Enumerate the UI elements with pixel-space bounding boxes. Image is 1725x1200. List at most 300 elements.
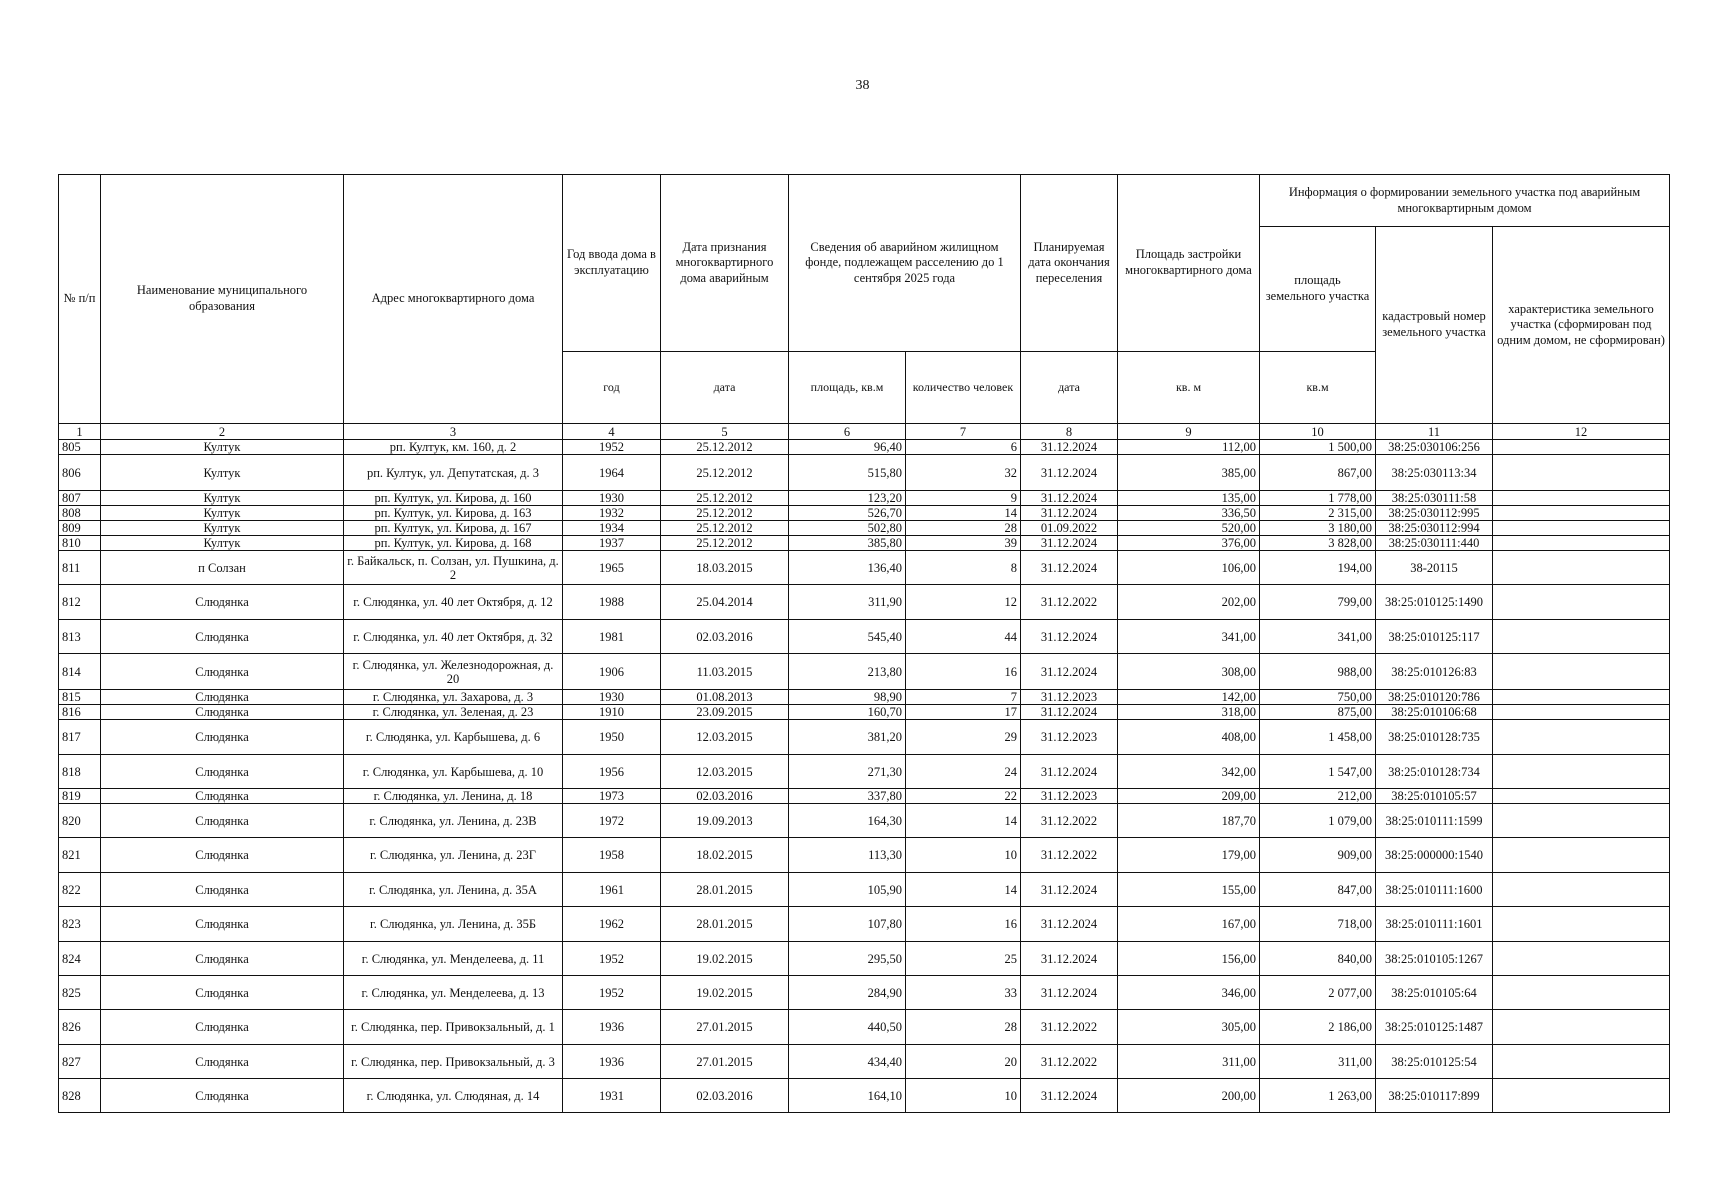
recognition-date-cell: 02.03.2016 [661, 620, 789, 654]
land-characteristic-cell [1493, 536, 1670, 551]
land-area-cell: 194,00 [1260, 551, 1376, 585]
land-area-cell: 2 077,00 [1260, 976, 1376, 1010]
people-count-cell: 14 [906, 506, 1021, 521]
area-cell: 515,80 [789, 455, 906, 491]
header-building-area: Площадь застройки многоквартирного дома [1118, 175, 1260, 352]
commission-year-cell: 1950 [563, 720, 661, 755]
planned-date-cell: 31.12.2024 [1021, 536, 1118, 551]
planned-date-cell: 31.12.2024 [1021, 873, 1118, 907]
commission-year-cell: 1937 [563, 536, 661, 551]
building-area-cell: 156,00 [1118, 942, 1260, 976]
land-area-cell: 718,00 [1260, 907, 1376, 942]
commission-year-cell: 1958 [563, 838, 661, 873]
planned-date-cell: 31.12.2024 [1021, 907, 1118, 942]
area-cell: 502,80 [789, 521, 906, 536]
row-number: 814 [59, 654, 101, 690]
people-count-cell: 44 [906, 620, 1021, 654]
row-number: 825 [59, 976, 101, 1010]
header-number: № п/п [59, 175, 101, 424]
commission-year-cell: 1973 [563, 789, 661, 804]
planned-date-cell: 31.12.2022 [1021, 804, 1118, 838]
unit-building-area: кв. м [1118, 352, 1260, 424]
municipality-cell: Култук [101, 455, 344, 491]
row-number: 813 [59, 620, 101, 654]
area-cell: 434,40 [789, 1045, 906, 1079]
land-area-cell: 3 828,00 [1260, 536, 1376, 551]
building-area-cell: 187,70 [1118, 804, 1260, 838]
table-row [59, 907, 1670, 942]
municipality-cell: Слюдянка [101, 755, 344, 789]
land-area-cell: 799,00 [1260, 585, 1376, 620]
land-characteristic-cell [1493, 705, 1670, 720]
people-count-cell: 10 [906, 838, 1021, 873]
cadastral-number-cell: 38:25:030112:995 [1376, 506, 1493, 521]
address-cell: г. Слюдянка, пер. Привокзальный, д. 3 [344, 1045, 563, 1079]
planned-date-cell: 31.12.2024 [1021, 976, 1118, 1010]
address-cell: рп. Култук, ул. Кирова, д. 163 [344, 506, 563, 521]
row-number: 818 [59, 755, 101, 789]
resettlement-table [58, 174, 1670, 1113]
commission-year-cell: 1932 [563, 506, 661, 521]
area-cell: 311,90 [789, 585, 906, 620]
area-cell: 545,40 [789, 620, 906, 654]
address-cell: г. Слюдянка, ул. Карбышева, д. 10 [344, 755, 563, 789]
row-number: 817 [59, 720, 101, 755]
cadastral-number-cell: 38-20115 [1376, 551, 1493, 585]
municipality-cell: Слюдянка [101, 1045, 344, 1079]
land-area-cell: 2 315,00 [1260, 506, 1376, 521]
commission-year-cell: 1964 [563, 455, 661, 491]
area-cell: 164,10 [789, 1079, 906, 1113]
municipality-cell: Култук [101, 491, 344, 506]
cadastral-number-cell: 38:25:030106:256 [1376, 440, 1493, 455]
recognition-date-cell: 01.08.2013 [661, 690, 789, 705]
column-number-row [59, 424, 1670, 440]
land-area-cell: 1 778,00 [1260, 491, 1376, 506]
land-area-cell: 2 186,00 [1260, 1010, 1376, 1045]
land-area-cell: 311,00 [1260, 1045, 1376, 1079]
people-count-cell: 17 [906, 705, 1021, 720]
building-area-cell: 385,00 [1118, 455, 1260, 491]
address-cell: г. Слюдянка, ул. Захарова, д. 3 [344, 690, 563, 705]
municipality-cell: Слюдянка [101, 690, 344, 705]
row-number: 815 [59, 690, 101, 705]
table-row [59, 838, 1670, 873]
commission-year-cell: 1988 [563, 585, 661, 620]
land-area-cell: 1 500,00 [1260, 440, 1376, 455]
land-characteristic-cell [1493, 690, 1670, 705]
address-cell: г. Слюдянка, пер. Привокзальный, д. 1 [344, 1010, 563, 1045]
land-characteristic-cell [1493, 942, 1670, 976]
row-number: 809 [59, 521, 101, 536]
planned-date-cell: 31.12.2024 [1021, 705, 1118, 720]
cadastral-number-cell: 38:25:030111:58 [1376, 491, 1493, 506]
building-area-cell: 520,00 [1118, 521, 1260, 536]
planned-date-cell: 31.12.2022 [1021, 1045, 1118, 1079]
recognition-date-cell: 28.01.2015 [661, 907, 789, 942]
municipality-cell: Слюдянка [101, 838, 344, 873]
people-count-cell: 28 [906, 521, 1021, 536]
header-cadastral-number: кадастровый номер земельного участка [1376, 227, 1493, 424]
row-number: 824 [59, 942, 101, 976]
recognition-date-cell: 18.03.2015 [661, 551, 789, 585]
address-cell: г. Слюдянка, ул. Ленина, д. 35А [344, 873, 563, 907]
header-address: Адрес многоквартирного дома [344, 175, 563, 424]
column-number: 12 [1493, 424, 1670, 440]
recognition-date-cell: 11.03.2015 [661, 654, 789, 690]
municipality-cell: Слюдянка [101, 654, 344, 690]
row-number: 819 [59, 789, 101, 804]
municipality-cell: Култук [101, 536, 344, 551]
page-number: 38 [855, 78, 870, 93]
recognition-date-cell: 25.12.2012 [661, 455, 789, 491]
building-area-cell: 112,00 [1118, 440, 1260, 455]
land-area-cell: 1 547,00 [1260, 755, 1376, 789]
cadastral-number-cell: 38:25:010125:1490 [1376, 585, 1493, 620]
address-cell: г. Слюдянка, ул. Зеленая, д. 23 [344, 705, 563, 720]
recognition-date-cell: 28.01.2015 [661, 873, 789, 907]
municipality-cell: Слюдянка [101, 720, 344, 755]
cadastral-number-cell: 38:25:030112:994 [1376, 521, 1493, 536]
building-area-cell: 336,50 [1118, 506, 1260, 521]
address-cell: г. Слюдянка, ул. Железнодорожная, д. 20 [344, 654, 563, 690]
row-number: 821 [59, 838, 101, 873]
header-planned-date: Планируемая дата окончания переселения [1021, 175, 1118, 352]
header-land-characteristic: характеристика земельного участка (сформирован под одним домом, не сформирован) [1493, 227, 1670, 424]
recognition-date-cell: 19.09.2013 [661, 804, 789, 838]
row-number: 807 [59, 491, 101, 506]
column-number: 5 [661, 424, 789, 440]
address-cell: рп. Култук, ул. Кирова, д. 160 [344, 491, 563, 506]
address-cell: г. Слюдянка, ул. 40 лет Октября, д. 12 [344, 585, 563, 620]
municipality-cell: Слюдянка [101, 705, 344, 720]
column-number: 7 [906, 424, 1021, 440]
header-recognition-date: Дата признания многоквартирного дома аварийным [661, 175, 789, 352]
column-number: 4 [563, 424, 661, 440]
recognition-date-cell: 25.04.2014 [661, 585, 789, 620]
cadastral-number-cell: 38:25:010120:786 [1376, 690, 1493, 705]
land-characteristic-cell [1493, 491, 1670, 506]
land-characteristic-cell [1493, 789, 1670, 804]
land-area-cell: 847,00 [1260, 873, 1376, 907]
planned-date-cell: 31.12.2023 [1021, 789, 1118, 804]
municipality-cell: Слюдянка [101, 873, 344, 907]
people-count-cell: 20 [906, 1045, 1021, 1079]
land-characteristic-cell [1493, 440, 1670, 455]
people-count-cell: 14 [906, 873, 1021, 907]
table-row [59, 521, 1670, 536]
commission-year-cell: 1934 [563, 521, 661, 536]
planned-date-cell: 31.12.2023 [1021, 690, 1118, 705]
commission-year-cell: 1972 [563, 804, 661, 838]
unit-planned-date: дата [1021, 352, 1118, 424]
land-characteristic-cell [1493, 455, 1670, 491]
area-cell: 105,90 [789, 873, 906, 907]
table-body [59, 440, 1670, 1113]
header-commission-year: Год ввода дома в эксплуатацию [563, 175, 661, 352]
land-area-cell: 212,00 [1260, 789, 1376, 804]
area-cell: 164,30 [789, 804, 906, 838]
commission-year-cell: 1962 [563, 907, 661, 942]
commission-year-cell: 1906 [563, 654, 661, 690]
building-area-cell: 318,00 [1118, 705, 1260, 720]
table-row [59, 1045, 1670, 1079]
planned-date-cell: 31.12.2024 [1021, 506, 1118, 521]
building-area-cell: 341,00 [1118, 620, 1260, 654]
table-row [59, 789, 1670, 804]
recognition-date-cell: 27.01.2015 [661, 1010, 789, 1045]
people-count-cell: 22 [906, 789, 1021, 804]
building-area-cell: 179,00 [1118, 838, 1260, 873]
building-area-cell: 209,00 [1118, 789, 1260, 804]
land-area-cell: 341,00 [1260, 620, 1376, 654]
cadastral-number-cell: 38:25:010111:1599 [1376, 804, 1493, 838]
area-cell: 160,70 [789, 705, 906, 720]
land-area-cell: 909,00 [1260, 838, 1376, 873]
building-area-cell: 342,00 [1118, 755, 1260, 789]
municipality-cell: Слюдянка [101, 585, 344, 620]
unit-area: площадь, кв.м [789, 352, 906, 424]
building-area-cell: 142,00 [1118, 690, 1260, 705]
municipality-cell: Култук [101, 440, 344, 455]
table-row [59, 506, 1670, 521]
cadastral-number-cell: 38:25:010117:899 [1376, 1079, 1493, 1113]
building-area-cell: 305,00 [1118, 1010, 1260, 1045]
table-row [59, 536, 1670, 551]
recognition-date-cell: 12.03.2015 [661, 720, 789, 755]
building-area-cell: 202,00 [1118, 585, 1260, 620]
table-row [59, 654, 1670, 690]
header-land-area: площадь земельного участка [1260, 227, 1376, 352]
land-characteristic-cell [1493, 873, 1670, 907]
area-cell: 98,90 [789, 690, 906, 705]
municipality-cell: Слюдянка [101, 1079, 344, 1113]
table-row [59, 620, 1670, 654]
people-count-cell: 6 [906, 440, 1021, 455]
cadastral-number-cell: 38:25:010111:1600 [1376, 873, 1493, 907]
row-number: 822 [59, 873, 101, 907]
planned-date-cell: 31.12.2024 [1021, 755, 1118, 789]
table-row [59, 942, 1670, 976]
planned-date-cell: 31.12.2022 [1021, 585, 1118, 620]
table-row [59, 585, 1670, 620]
column-number: 1 [59, 424, 101, 440]
commission-year-cell: 1936 [563, 1045, 661, 1079]
land-characteristic-cell [1493, 620, 1670, 654]
land-characteristic-cell [1493, 755, 1670, 789]
address-cell: г. Слюдянка, ул. Слюдяная, д. 14 [344, 1079, 563, 1113]
address-cell: г. Слюдянка, ул. Ленина, д. 35Б [344, 907, 563, 942]
commission-year-cell: 1931 [563, 1079, 661, 1113]
cadastral-number-cell: 38:25:010105:1267 [1376, 942, 1493, 976]
resettlement-table-container [58, 174, 1670, 1113]
building-area-cell: 311,00 [1118, 1045, 1260, 1079]
area-cell: 123,20 [789, 491, 906, 506]
area-cell: 136,40 [789, 551, 906, 585]
cadastral-number-cell: 38:25:010105:64 [1376, 976, 1493, 1010]
land-area-cell: 875,00 [1260, 705, 1376, 720]
land-characteristic-cell [1493, 1045, 1670, 1079]
municipality-cell: Слюдянка [101, 1010, 344, 1045]
table-row [59, 804, 1670, 838]
column-number: 11 [1376, 424, 1493, 440]
people-count-cell: 16 [906, 907, 1021, 942]
planned-date-cell: 31.12.2023 [1021, 720, 1118, 755]
commission-year-cell: 1965 [563, 551, 661, 585]
address-cell: г. Слюдянка, ул. Ленина, д. 23В [344, 804, 563, 838]
municipality-cell: Слюдянка [101, 804, 344, 838]
land-area-cell: 3 180,00 [1260, 521, 1376, 536]
address-cell: рп. Култук, ул. Кирова, д. 168 [344, 536, 563, 551]
row-number: 811 [59, 551, 101, 585]
people-count-cell: 32 [906, 455, 1021, 491]
people-count-cell: 12 [906, 585, 1021, 620]
recognition-date-cell: 25.12.2012 [661, 491, 789, 506]
cadastral-number-cell: 38:25:010125:1487 [1376, 1010, 1493, 1045]
address-cell: г. Слюдянка, ул. Ленина, д. 18 [344, 789, 563, 804]
table-row [59, 440, 1670, 455]
address-cell: г. Слюдянка, ул. Карбышева, д. 6 [344, 720, 563, 755]
recognition-date-cell: 18.02.2015 [661, 838, 789, 873]
column-number: 9 [1118, 424, 1260, 440]
recognition-date-cell: 19.02.2015 [661, 976, 789, 1010]
land-area-cell: 1 263,00 [1260, 1079, 1376, 1113]
recognition-date-cell: 23.09.2015 [661, 705, 789, 720]
table-row [59, 1079, 1670, 1113]
row-number: 805 [59, 440, 101, 455]
table-row [59, 455, 1670, 491]
planned-date-cell: 31.12.2024 [1021, 551, 1118, 585]
commission-year-cell: 1952 [563, 942, 661, 976]
recognition-date-cell: 25.12.2012 [661, 506, 789, 521]
land-area-cell: 867,00 [1260, 455, 1376, 491]
land-characteristic-cell [1493, 585, 1670, 620]
cadastral-number-cell: 38:25:010126:83 [1376, 654, 1493, 690]
area-cell: 271,30 [789, 755, 906, 789]
address-cell: г. Слюдянка, ул. Менделеева, д. 11 [344, 942, 563, 976]
land-characteristic-cell [1493, 506, 1670, 521]
area-cell: 381,20 [789, 720, 906, 755]
municipality-cell: Слюдянка [101, 976, 344, 1010]
land-characteristic-cell [1493, 1010, 1670, 1045]
table-row [59, 873, 1670, 907]
unit-date: дата [661, 352, 789, 424]
people-count-cell: 8 [906, 551, 1021, 585]
planned-date-cell: 31.12.2024 [1021, 491, 1118, 506]
people-count-cell: 29 [906, 720, 1021, 755]
table-row [59, 690, 1670, 705]
row-number: 820 [59, 804, 101, 838]
planned-date-cell: 01.09.2022 [1021, 521, 1118, 536]
table-row [59, 705, 1670, 720]
row-number: 828 [59, 1079, 101, 1113]
recognition-date-cell: 02.03.2016 [661, 789, 789, 804]
column-number: 10 [1260, 424, 1376, 440]
land-area-cell: 1 458,00 [1260, 720, 1376, 755]
municipality-cell: Слюдянка [101, 789, 344, 804]
table-row [59, 491, 1670, 506]
municipality-cell: Слюдянка [101, 907, 344, 942]
unit-year: год [563, 352, 661, 424]
planned-date-cell: 31.12.2024 [1021, 620, 1118, 654]
area-cell: 337,80 [789, 789, 906, 804]
address-cell: г. Слюдянка, ул. Ленина, д. 23Г [344, 838, 563, 873]
people-count-cell: 10 [906, 1079, 1021, 1113]
planned-date-cell: 31.12.2024 [1021, 1079, 1118, 1113]
address-cell: г. Слюдянка, ул. 40 лет Октября, д. 32 [344, 620, 563, 654]
address-cell: г. Слюдянка, ул. Менделеева, д. 13 [344, 976, 563, 1010]
address-cell: рп. Култук, ул. Кирова, д. 167 [344, 521, 563, 536]
area-cell: 295,50 [789, 942, 906, 976]
commission-year-cell: 1910 [563, 705, 661, 720]
cadastral-number-cell: 38:25:010106:68 [1376, 705, 1493, 720]
header-emergency-fund: Сведения об аварийном жилищном фонде, подлежащем расселению до 1 сентября 2025 года [789, 175, 1021, 352]
table-row [59, 720, 1670, 755]
cadastral-number-cell: 38:25:010125:54 [1376, 1045, 1493, 1079]
row-number: 826 [59, 1010, 101, 1045]
building-area-cell: 106,00 [1118, 551, 1260, 585]
people-count-cell: 33 [906, 976, 1021, 1010]
recognition-date-cell: 25.12.2012 [661, 536, 789, 551]
commission-year-cell: 1981 [563, 620, 661, 654]
municipality-cell: Култук [101, 521, 344, 536]
land-characteristic-cell [1493, 976, 1670, 1010]
planned-date-cell: 31.12.2024 [1021, 455, 1118, 491]
municipality-cell: п Солзан [101, 551, 344, 585]
planned-date-cell: 31.12.2024 [1021, 654, 1118, 690]
land-area-cell: 840,00 [1260, 942, 1376, 976]
land-area-cell: 750,00 [1260, 690, 1376, 705]
people-count-cell: 14 [906, 804, 1021, 838]
people-count-cell: 28 [906, 1010, 1021, 1045]
row-number: 810 [59, 536, 101, 551]
row-number: 827 [59, 1045, 101, 1079]
area-cell: 107,80 [789, 907, 906, 942]
column-number: 6 [789, 424, 906, 440]
row-number: 806 [59, 455, 101, 491]
cadastral-number-cell: 38:25:030113:34 [1376, 455, 1493, 491]
land-characteristic-cell [1493, 720, 1670, 755]
building-area-cell: 135,00 [1118, 491, 1260, 506]
row-number: 808 [59, 506, 101, 521]
building-area-cell: 167,00 [1118, 907, 1260, 942]
building-area-cell: 308,00 [1118, 654, 1260, 690]
cadastral-number-cell: 38:25:010125:117 [1376, 620, 1493, 654]
cadastral-number-cell: 38:25:010111:1601 [1376, 907, 1493, 942]
address-cell: рп. Култук, км. 160, д. 2 [344, 440, 563, 455]
people-count-cell: 25 [906, 942, 1021, 976]
recognition-date-cell: 25.12.2012 [661, 440, 789, 455]
planned-date-cell: 31.12.2024 [1021, 440, 1118, 455]
building-area-cell: 408,00 [1118, 720, 1260, 755]
area-cell: 284,90 [789, 976, 906, 1010]
land-characteristic-cell [1493, 1079, 1670, 1113]
commission-year-cell: 1952 [563, 440, 661, 455]
unit-people: количество человек [906, 352, 1021, 424]
land-characteristic-cell [1493, 804, 1670, 838]
planned-date-cell: 31.12.2022 [1021, 838, 1118, 873]
column-number: 2 [101, 424, 344, 440]
address-cell: рп. Култук, ул. Депутатская, д. 3 [344, 455, 563, 491]
area-cell: 113,30 [789, 838, 906, 873]
planned-date-cell: 31.12.2024 [1021, 942, 1118, 976]
land-characteristic-cell [1493, 521, 1670, 536]
land-area-cell: 1 079,00 [1260, 804, 1376, 838]
municipality-cell: Слюдянка [101, 620, 344, 654]
land-characteristic-cell [1493, 551, 1670, 585]
building-area-cell: 155,00 [1118, 873, 1260, 907]
land-characteristic-cell [1493, 838, 1670, 873]
